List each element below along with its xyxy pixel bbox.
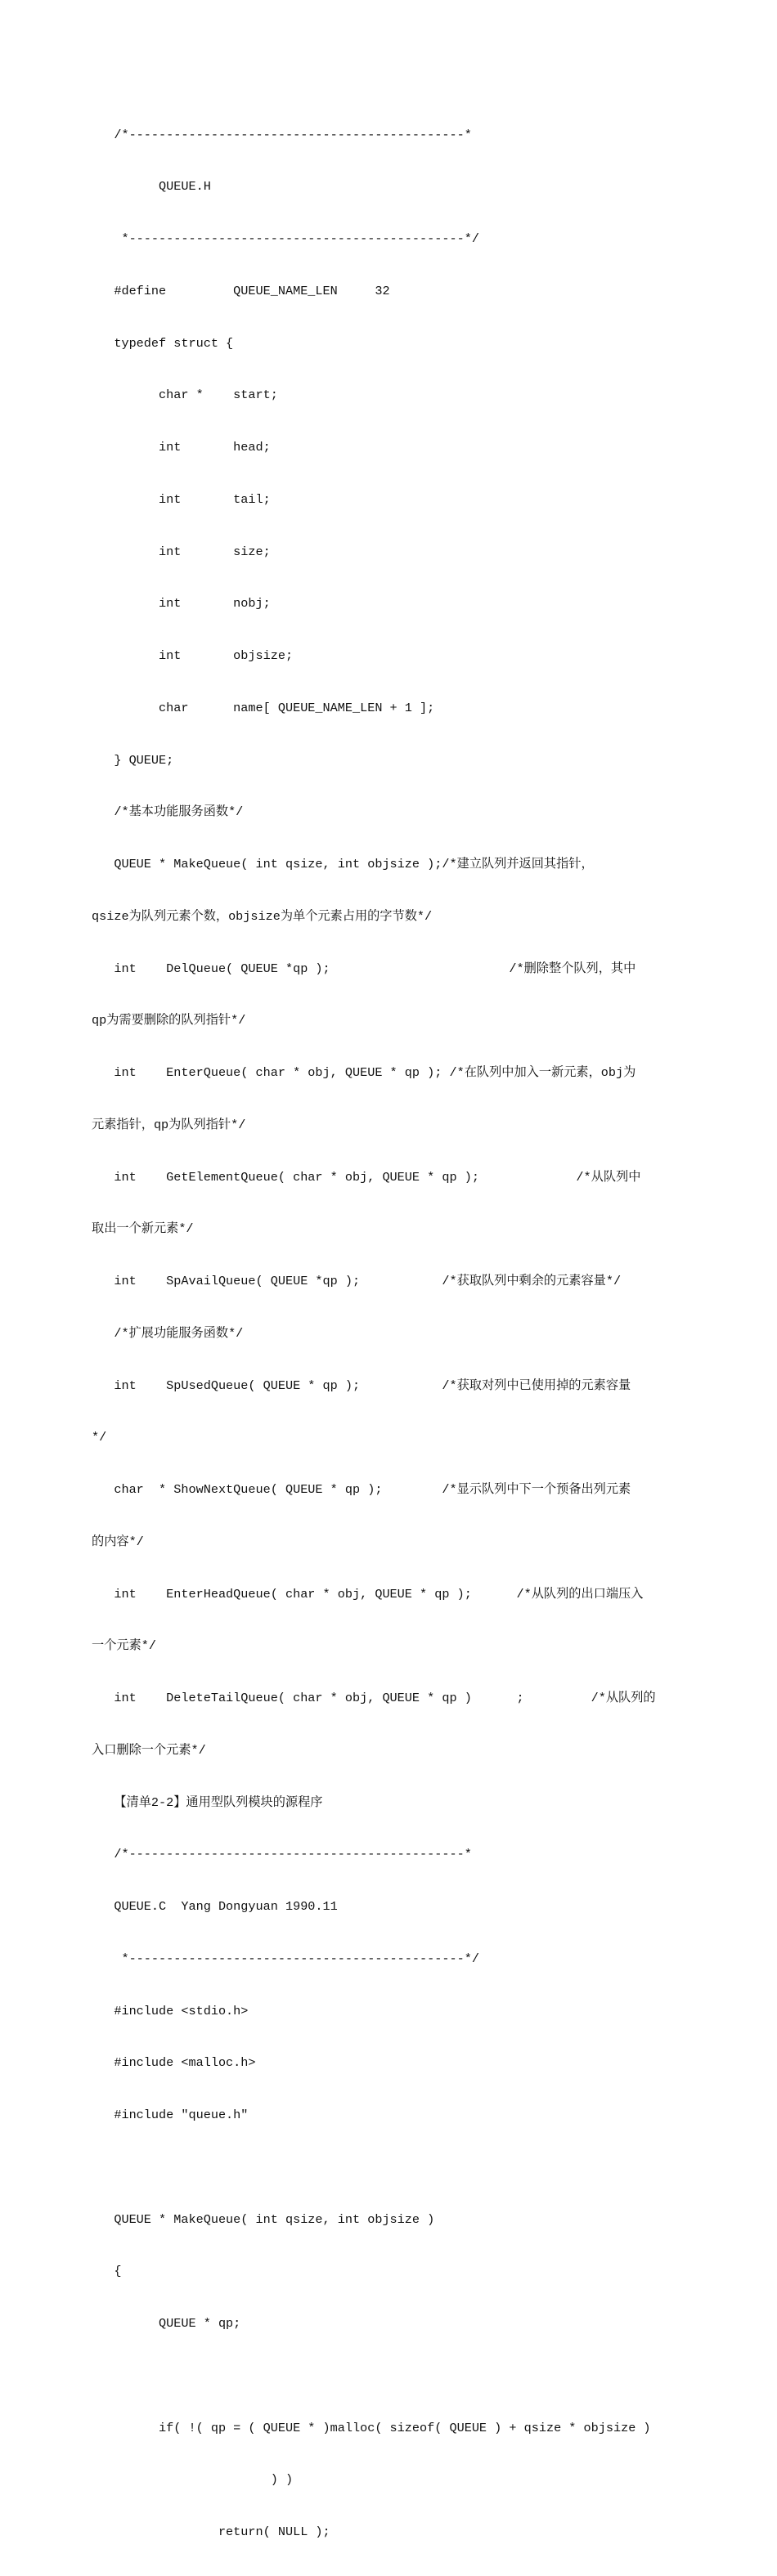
code-line: ) ) (92, 2472, 294, 2488)
code-line: QUEUE * MakeQueue( int qsize, int objsize ) (92, 2211, 435, 2227)
code-line: int EnterQueue( char * obj, QUEUE * qp ); /*在队列中加入一新元素，obj为 (92, 1065, 636, 1080)
comment-line: qsize为队列元素个数，objsize为单个元素占用的字节数*/ (92, 908, 433, 924)
code-line: char * start; (92, 388, 278, 403)
comment-line: 取出一个新元素*/ (92, 1221, 194, 1237)
comment-line: 的内容*/ (92, 1534, 144, 1549)
code-line: int objsize; (92, 648, 294, 663)
code-line: typedef struct { (92, 335, 234, 351)
source-code-listing (92, 92, 689, 2576)
comment-line: 一个元素*/ (92, 1638, 156, 1654)
code-line: *---------------------------------------------*/ (92, 1951, 479, 1966)
code-line: int nobj; (92, 596, 271, 612)
code-line: { (92, 2264, 122, 2279)
comment-line: /*扩展功能服务函数*/ (92, 1325, 244, 1341)
code-line: *---------------------------------------------*/ (92, 231, 479, 246)
code-line: return( NULL ); (92, 2524, 330, 2539)
code-line: int tail; (92, 491, 271, 507)
code-line: #define QUEUE_NAME_LEN 32 (92, 283, 390, 298)
code-line: int DelQueue( QUEUE *qp ); /*删除整个队列，其中 (92, 961, 636, 976)
comment-line: */ (92, 1430, 107, 1445)
code-line: int size; (92, 544, 271, 559)
code-line: int DeleteTailQueue( char * obj, QUEUE * qp ) ; /*从队列的 (92, 1691, 656, 1705)
code-line: int GetElementQueue( char * obj, QUEUE * qp ); /*从队列中 (92, 1169, 641, 1185)
code-line: #include <stdio.h> (92, 2003, 249, 2018)
code-line: #include "queue.h" (92, 2108, 249, 2122)
comment-line: /*基本功能服务函数*/ (92, 804, 244, 820)
comment-line: 元素指针，qp为队列指针*/ (92, 1117, 246, 1132)
code-line: QUEUE * MakeQueue( int qsize, int objsize );/*建立队列并返回其指针， (92, 857, 594, 871)
code-line: if( !( qp = ( QUEUE * )malloc( sizeof( QUEUE ) + qsize * objsize ) (92, 2420, 651, 2435)
code-line: /*---------------------------------------------* (92, 127, 472, 142)
comment-line: 入口删除一个元素*/ (92, 1742, 206, 1758)
code-line: QUEUE * qp; (92, 2316, 241, 2331)
code-line: /*---------------------------------------------* (92, 1847, 472, 1862)
code-line: } QUEUE; (92, 752, 174, 768)
blank-line (92, 2159, 689, 2176)
code-line: int SpAvailQueue( QUEUE *qp ); /*获取队列中剩余的元素容量*/ (92, 1274, 622, 1288)
code-line: QUEUE.H (92, 179, 211, 195)
code-line: char * ShowNextQueue( QUEUE * qp ); /*显示队列中下一个预备出列元素 (92, 1482, 631, 1497)
code-line: int SpUsedQueue( QUEUE * qp ); /*获取对列中已使用掉的元素容量 (92, 1378, 631, 1393)
code-line: char name[ QUEUE_NAME_LEN + 1 ]; (92, 700, 435, 715)
listing-heading: 【清单2-2】通用型队列模块的源程序 (92, 1794, 323, 1810)
code-line: int head; (92, 440, 271, 455)
code-line: #include <malloc.h> (92, 2055, 256, 2071)
code-line: QUEUE.C Yang Dongyuan 1990.11 (92, 1899, 338, 1914)
blank-line (92, 2368, 689, 2385)
code-line: int EnterHeadQueue( char * obj, QUEUE * qp ); /*从队列的出口端压入 (92, 1586, 644, 1602)
comment-line: qp为需要删除的队列指针*/ (92, 1013, 246, 1028)
